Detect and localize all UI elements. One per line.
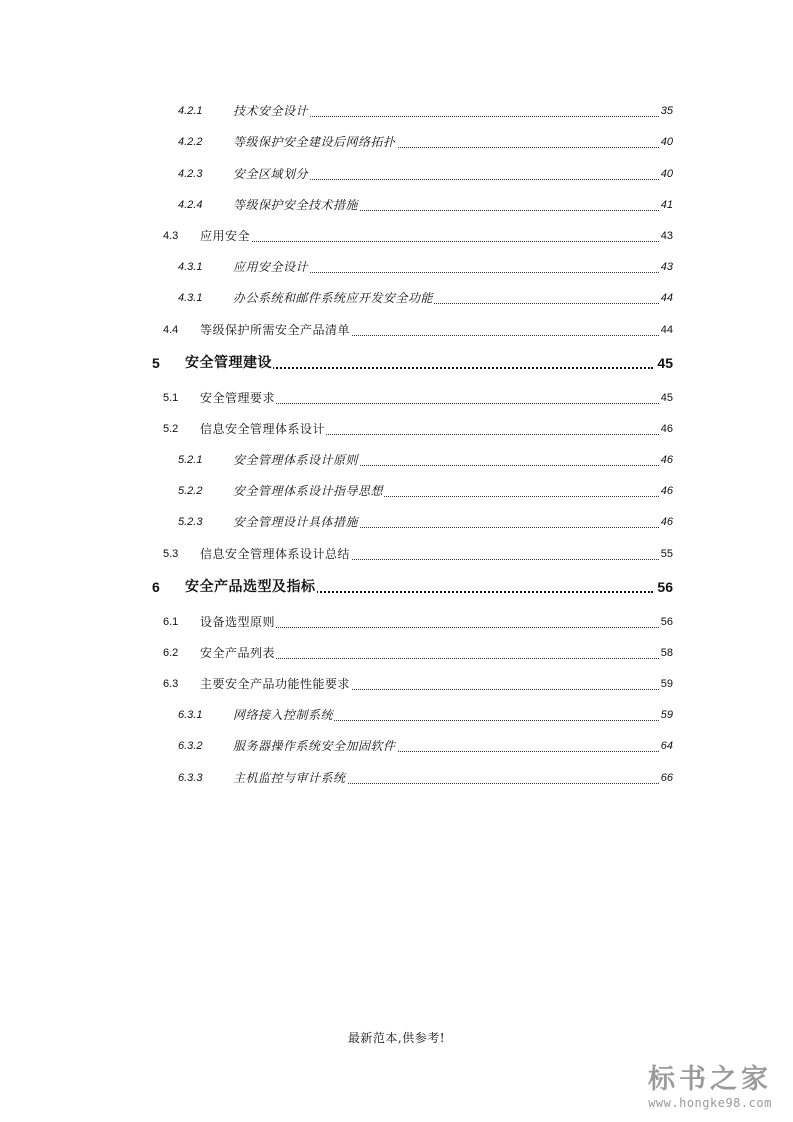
- toc-page-number: 56: [657, 579, 673, 595]
- toc-title: 信息安全管理体系设计总结: [200, 547, 351, 561]
- toc-page-number: 45: [660, 392, 673, 404]
- page-footer: 最新范本,供参考!: [347, 1031, 446, 1045]
- toc-number: 6.3.1: [178, 709, 203, 721]
- toc-number: 5.2: [163, 423, 179, 435]
- toc-title: 安全产品列表: [200, 646, 276, 660]
- toc-number: 4.2.4: [178, 199, 203, 211]
- toc-page-number: 59: [660, 709, 673, 721]
- toc-title: 服务器操作系统安全加固软件: [233, 739, 396, 753]
- toc-number: 5.2.2: [178, 485, 203, 497]
- toc-page-number: 55: [660, 548, 673, 560]
- toc-number: 5.2.1: [178, 454, 203, 466]
- toc-number: 4.3.1: [178, 261, 203, 273]
- toc-page-number: 46: [660, 454, 673, 466]
- toc-number: 5.3: [163, 548, 179, 560]
- toc-entry[interactable]: [0, 449, 793, 471]
- dot-leader: [200, 241, 659, 242]
- toc-entry[interactable]: [0, 543, 793, 565]
- toc-page-number: 43: [660, 261, 673, 273]
- toc-page-number: 41: [660, 199, 673, 211]
- toc-entry[interactable]: [0, 319, 793, 341]
- toc-title: 设备选型原则: [200, 615, 276, 629]
- toc-number: 4.2.3: [178, 168, 203, 180]
- toc-entry[interactable]: [0, 767, 793, 789]
- site-watermark: [635, 1064, 785, 1110]
- toc-page-number: 40: [660, 136, 673, 148]
- toc-entry[interactable]: [0, 163, 793, 185]
- toc-page-number: 44: [660, 292, 673, 304]
- toc-page-number: 64: [660, 740, 673, 752]
- toc-title: 安全产品选型及指标: [185, 579, 316, 595]
- toc-title: 等级保护所需安全产品清单: [200, 323, 351, 337]
- toc-number: 6.2: [163, 647, 179, 659]
- toc-number: 5: [152, 355, 160, 371]
- toc-number: 6: [152, 579, 160, 595]
- toc-page-number: 43: [660, 230, 673, 242]
- toc-entry[interactable]: [0, 225, 793, 247]
- watermark-title: 标书之家: [648, 1064, 772, 1095]
- toc-page-number: 40: [660, 168, 673, 180]
- toc-title: 网络接入控制系统: [233, 708, 334, 722]
- toc-entry[interactable]: [0, 576, 793, 598]
- toc-entry[interactable]: [0, 418, 793, 440]
- toc-entry[interactable]: [0, 352, 793, 374]
- toc-entry[interactable]: [0, 480, 793, 502]
- toc-number: 5.1: [163, 392, 179, 404]
- toc-entry[interactable]: [0, 387, 793, 409]
- toc-title: 安全区域划分: [233, 167, 309, 181]
- toc-entry[interactable]: [0, 511, 793, 533]
- toc-page-number: 59: [660, 678, 673, 690]
- toc-title: 安全管理体系设计指导思想: [233, 484, 384, 498]
- toc-entry[interactable]: [0, 256, 793, 278]
- toc-title: 等级保护安全技术措施: [233, 198, 359, 212]
- toc-entry[interactable]: [0, 673, 793, 695]
- toc-page-number: 46: [660, 485, 673, 497]
- toc-title: 办公系统和邮件系统应开发安全功能: [233, 291, 434, 305]
- toc-entry[interactable]: [0, 100, 793, 122]
- toc-page-number: 66: [660, 772, 673, 784]
- toc-entry[interactable]: [0, 194, 793, 216]
- toc-page-number: 58: [660, 647, 673, 659]
- toc-number: 4.2.1: [178, 105, 203, 117]
- toc-title: 应用安全: [200, 229, 251, 243]
- toc-number: 6.3: [163, 678, 179, 690]
- toc-number: 4.4: [163, 324, 179, 336]
- toc-title: 主要安全产品功能性能要求: [200, 677, 351, 691]
- toc-entry[interactable]: [0, 735, 793, 757]
- toc-number: 4.3: [163, 230, 179, 242]
- toc-entry[interactable]: [0, 704, 793, 726]
- toc-entry[interactable]: [0, 287, 793, 309]
- toc-entry[interactable]: [0, 611, 793, 633]
- toc-title: 等级保护安全建设后网络拓扑: [233, 135, 396, 149]
- toc-number: 4.2.2: [178, 136, 203, 148]
- toc-title: 主机监控与审计系统: [233, 771, 346, 785]
- toc-page-number: 46: [660, 516, 673, 528]
- toc-entry[interactable]: [0, 642, 793, 664]
- toc-title: 安全管理设计具体措施: [233, 515, 359, 529]
- toc-title: 技术安全设计: [233, 104, 309, 118]
- watermark-url: www.hongke98.com: [648, 1096, 772, 1110]
- toc-title: 应用安全设计: [233, 260, 309, 274]
- toc-number: 5.2.3: [178, 516, 203, 528]
- toc-title: 安全管理要求: [200, 391, 276, 405]
- toc-number: 6.3.2: [178, 740, 203, 752]
- toc-page-number: 45: [657, 355, 673, 371]
- toc-title: 安全管理建设: [185, 355, 272, 371]
- toc-number: 6.3.3: [178, 772, 203, 784]
- toc-title: 信息安全管理体系设计: [200, 422, 326, 436]
- toc-number: 6.1: [163, 616, 179, 628]
- toc-page-number: 35: [660, 105, 673, 117]
- toc-page-number: 56: [660, 616, 673, 628]
- toc-number: 4.3.1: [178, 292, 203, 304]
- toc-page-number: 44: [660, 324, 673, 336]
- toc-entry[interactable]: [0, 131, 793, 153]
- toc-title: 安全管理体系设计原则: [233, 453, 359, 467]
- toc-page-number: 46: [660, 423, 673, 435]
